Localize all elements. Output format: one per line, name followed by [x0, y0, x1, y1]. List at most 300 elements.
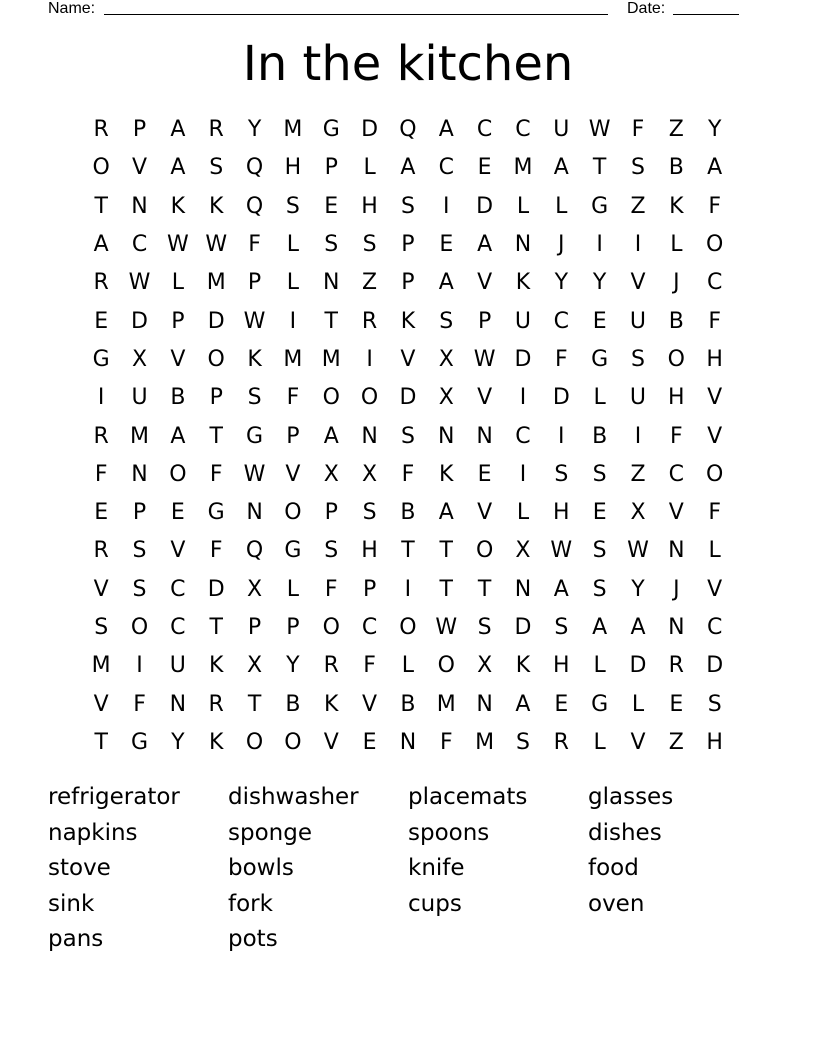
- grid-letter[interactable]: N: [169, 691, 187, 717]
- grid-letter[interactable]: I: [97, 385, 105, 411]
- grid-letter[interactable]: V: [285, 461, 301, 487]
- grid-letter[interactable]: T: [439, 538, 453, 564]
- grid-letter[interactable]: O: [92, 155, 110, 181]
- grid-letter[interactable]: I: [519, 461, 527, 487]
- grid-letter[interactable]: N: [668, 615, 685, 640]
- grid-letter[interactable]: C: [361, 615, 378, 640]
- grid-letter[interactable]: N: [246, 500, 263, 526]
- grid-letter[interactable]: D: [476, 193, 494, 219]
- grid-letter[interactable]: S: [362, 232, 377, 258]
- grid-letter[interactable]: E: [477, 461, 492, 487]
- grid-letter[interactable]: Z: [630, 461, 646, 487]
- grid-letter[interactable]: V: [170, 346, 186, 372]
- grid-letter[interactable]: B: [400, 691, 416, 717]
- grid-letter[interactable]: Y: [554, 270, 569, 296]
- grid-letter[interactable]: F: [363, 653, 376, 679]
- grid-letter[interactable]: O: [399, 615, 417, 640]
- grid-letter[interactable]: B: [400, 500, 416, 526]
- grid-letter[interactable]: D: [207, 308, 225, 334]
- grid-letter[interactable]: R: [93, 423, 109, 449]
- grid-letter[interactable]: T: [209, 615, 223, 640]
- grid-letter[interactable]: G: [92, 346, 110, 372]
- grid-letter[interactable]: W: [243, 461, 266, 487]
- grid-letter[interactable]: V: [477, 385, 493, 411]
- grid-letter[interactable]: S: [631, 155, 645, 181]
- grid-letter[interactable]: D: [361, 117, 379, 143]
- grid-letter[interactable]: X: [362, 461, 378, 487]
- grid-letter[interactable]: V: [668, 500, 684, 526]
- grid-letter[interactable]: X: [247, 653, 263, 679]
- word-search-grid: [82, 111, 734, 762]
- grid-letter[interactable]: S: [324, 232, 339, 258]
- grid-letter[interactable]: V: [400, 346, 416, 372]
- grid-letter[interactable]: G: [591, 691, 609, 717]
- grid-letter[interactable]: U: [553, 117, 570, 143]
- grid-letter[interactable]: W: [205, 232, 228, 258]
- grid-letter[interactable]: B: [285, 691, 301, 717]
- grid-letter[interactable]: K: [208, 193, 224, 219]
- grid-letter[interactable]: L: [670, 232, 683, 258]
- grid-letter[interactable]: D: [514, 346, 532, 372]
- word-item: glasses: [588, 784, 674, 810]
- grid-letter[interactable]: E: [439, 232, 454, 258]
- grid-letter[interactable]: P: [247, 270, 262, 296]
- grid-letter[interactable]: D: [514, 615, 532, 640]
- grid-letter[interactable]: S: [554, 615, 569, 640]
- grid-letter[interactable]: F: [133, 691, 146, 717]
- grid-letter[interactable]: R: [93, 538, 109, 564]
- grid-letter[interactable]: H: [706, 346, 723, 372]
- grid-letter[interactable]: E: [592, 500, 607, 526]
- grid-letter[interactable]: Z: [362, 270, 378, 296]
- grid-letter[interactable]: F: [554, 346, 568, 372]
- grid-letter[interactable]: E: [170, 500, 185, 526]
- grid-letter[interactable]: M: [283, 117, 303, 143]
- grid-letter[interactable]: S: [400, 423, 415, 449]
- grid-letter[interactable]: O: [667, 346, 685, 372]
- grid-letter[interactable]: C: [170, 576, 186, 602]
- word-item: oven: [588, 890, 645, 917]
- grid-letter[interactable]: F: [631, 117, 645, 143]
- grid-letter[interactable]: V: [630, 729, 646, 755]
- grid-letter[interactable]: S: [324, 538, 339, 564]
- grid-letter[interactable]: S: [247, 385, 262, 411]
- grid-letter[interactable]: C: [706, 270, 723, 296]
- grid-letter[interactable]: E: [94, 308, 109, 334]
- grid-letter[interactable]: L: [286, 576, 300, 602]
- grid-letter[interactable]: U: [131, 385, 148, 411]
- grid-letter[interactable]: S: [209, 155, 224, 181]
- grid-letter[interactable]: A: [553, 576, 569, 602]
- grid-letter[interactable]: W: [588, 117, 611, 143]
- grid-letter[interactable]: A: [592, 615, 608, 640]
- grid-letter[interactable]: R: [361, 308, 378, 334]
- grid-letter[interactable]: W: [166, 232, 189, 258]
- grid-letter[interactable]: M: [130, 423, 149, 449]
- grid-letter[interactable]: Q: [245, 193, 264, 219]
- date-blank-line[interactable]: [673, 14, 739, 15]
- grid-letter[interactable]: W: [128, 270, 151, 296]
- grid-letter[interactable]: H: [668, 385, 685, 411]
- grid-letter[interactable]: L: [363, 155, 376, 181]
- grid-letter[interactable]: M: [475, 729, 495, 755]
- grid-letter[interactable]: T: [477, 576, 492, 602]
- grid-letter[interactable]: K: [669, 193, 684, 219]
- grid-letter[interactable]: V: [93, 691, 109, 717]
- grid-letter[interactable]: C: [476, 117, 493, 143]
- grid-letter[interactable]: E: [669, 691, 684, 717]
- grid-letter[interactable]: O: [245, 729, 264, 755]
- grid-letter[interactable]: K: [439, 461, 454, 487]
- grid-letter[interactable]: Q: [399, 117, 417, 143]
- grid-letter[interactable]: A: [707, 155, 723, 181]
- grid-letter[interactable]: V: [477, 270, 493, 296]
- grid-letter[interactable]: A: [438, 500, 454, 526]
- grid-letter[interactable]: P: [362, 576, 377, 602]
- grid-letter[interactable]: V: [93, 576, 109, 602]
- grid-letter[interactable]: P: [401, 232, 415, 258]
- grid-letter[interactable]: Z: [668, 729, 684, 755]
- grid-letter[interactable]: S: [94, 615, 109, 640]
- grid-letter[interactable]: M: [436, 691, 456, 717]
- grid-letter[interactable]: V: [131, 155, 148, 181]
- grid-letter[interactable]: R: [93, 117, 109, 143]
- grid-letter[interactable]: F: [401, 461, 415, 487]
- grid-letter[interactable]: A: [438, 117, 454, 143]
- grid-letter[interactable]: O: [475, 538, 494, 564]
- grid-letter[interactable]: O: [322, 615, 340, 640]
- grid-letter[interactable]: W: [435, 615, 458, 640]
- grid-letter[interactable]: F: [286, 385, 300, 411]
- grid-letter[interactable]: N: [514, 576, 532, 602]
- grid-letter[interactable]: W: [243, 308, 266, 334]
- grid-row: [82, 379, 734, 417]
- grid-letter[interactable]: I: [634, 232, 642, 258]
- grid-letter[interactable]: P: [247, 615, 262, 640]
- grid-letter[interactable]: B: [592, 423, 608, 449]
- grid-letter[interactable]: V: [707, 385, 723, 411]
- grid-letter[interactable]: I: [404, 576, 412, 602]
- grid-letter[interactable]: K: [400, 308, 416, 334]
- grid-letter[interactable]: F: [439, 729, 453, 755]
- grid-letter[interactable]: W: [473, 346, 496, 372]
- grid-letter[interactable]: I: [634, 423, 642, 449]
- grid-letter[interactable]: P: [477, 308, 492, 334]
- grid-letter[interactable]: C: [515, 117, 531, 143]
- grid-letter[interactable]: A: [553, 155, 569, 181]
- grid-letter[interactable]: P: [324, 155, 338, 181]
- grid-letter[interactable]: O: [284, 729, 302, 755]
- grid-letter[interactable]: L: [286, 270, 300, 296]
- grid-letter[interactable]: T: [592, 155, 607, 181]
- grid-letter[interactable]: U: [629, 385, 647, 411]
- grid-letter[interactable]: N: [361, 423, 378, 449]
- grid-letter[interactable]: O: [322, 385, 340, 411]
- grid-letter[interactable]: N: [131, 193, 148, 219]
- grid-letter[interactable]: N: [476, 423, 493, 449]
- grid-letter[interactable]: P: [171, 308, 185, 334]
- name-label: Name:: [48, 0, 96, 17]
- grid-letter[interactable]: F: [209, 538, 223, 564]
- grid-letter[interactable]: C: [131, 232, 148, 258]
- grid-letter[interactable]: C: [668, 461, 685, 487]
- grid-letter[interactable]: E: [477, 155, 492, 181]
- grid-letter[interactable]: O: [169, 461, 187, 487]
- grid-letter[interactable]: L: [516, 193, 530, 219]
- grid-letter[interactable]: C: [170, 615, 186, 640]
- grid-letter[interactable]: S: [362, 500, 377, 526]
- grid-letter[interactable]: O: [360, 385, 379, 411]
- grid-letter[interactable]: T: [94, 193, 108, 219]
- grid-letter[interactable]: D: [399, 385, 417, 411]
- grid-letter[interactable]: H: [553, 653, 570, 679]
- grid-letter[interactable]: Y: [631, 576, 645, 602]
- grid-letter[interactable]: N: [131, 461, 148, 487]
- grid-letter[interactable]: V: [707, 576, 723, 602]
- grid-letter[interactable]: U: [629, 308, 647, 334]
- grid-letter[interactable]: Y: [171, 729, 185, 755]
- grid-letter[interactable]: M: [513, 155, 533, 181]
- grid-letter[interactable]: X: [131, 346, 148, 372]
- grid-letter[interactable]: S: [554, 461, 569, 487]
- grid-letter[interactable]: N: [514, 232, 532, 258]
- grid-letter[interactable]: P: [132, 117, 147, 143]
- grid-letter[interactable]: L: [708, 538, 721, 564]
- grid-letter[interactable]: T: [247, 691, 262, 717]
- grid-letter[interactable]: I: [136, 653, 143, 679]
- grid-letter[interactable]: D: [706, 653, 724, 679]
- grid-letter[interactable]: T: [324, 308, 338, 334]
- grid-letter[interactable]: F: [209, 461, 223, 487]
- grid-letter[interactable]: R: [553, 729, 569, 755]
- grid-letter[interactable]: I: [366, 346, 373, 372]
- grid-letter[interactable]: F: [708, 193, 721, 219]
- grid-letter[interactable]: A: [170, 117, 186, 143]
- grid-letter[interactable]: V: [323, 729, 339, 755]
- grid-row: [82, 724, 734, 762]
- grid-letter[interactable]: K: [515, 653, 531, 679]
- grid-letter[interactable]: M: [283, 346, 303, 372]
- grid-letter[interactable]: F: [248, 232, 261, 258]
- grid-letter[interactable]: O: [130, 615, 149, 640]
- grid-letter[interactable]: E: [592, 308, 607, 334]
- grid-letter[interactable]: W: [627, 538, 649, 564]
- grid-letter[interactable]: W: [550, 538, 573, 564]
- grid-letter[interactable]: K: [208, 729, 224, 755]
- grid-letter[interactable]: N: [476, 691, 493, 717]
- grid-letter[interactable]: X: [515, 538, 531, 564]
- name-blank-line[interactable]: [104, 14, 608, 15]
- grid-letter[interactable]: M: [206, 270, 226, 296]
- grid-letter[interactable]: S: [592, 461, 607, 487]
- grid-letter[interactable]: F: [708, 500, 721, 526]
- grid-letter[interactable]: S: [285, 193, 300, 219]
- grid-letter[interactable]: R: [323, 653, 339, 679]
- grid-letter[interactable]: J: [558, 232, 565, 258]
- grid-letter[interactable]: P: [401, 270, 415, 296]
- grid-letter[interactable]: X: [323, 461, 339, 487]
- grid-letter[interactable]: S: [515, 729, 530, 755]
- grid-letter[interactable]: V: [477, 500, 493, 526]
- grid-letter[interactable]: P: [286, 615, 300, 640]
- grid-letter[interactable]: S: [707, 691, 722, 717]
- grid-letter[interactable]: Y: [247, 117, 262, 143]
- grid-letter[interactable]: C: [515, 423, 531, 449]
- grid-letter[interactable]: D: [131, 308, 148, 334]
- grid-letter[interactable]: F: [708, 308, 721, 334]
- grid-letter[interactable]: E: [324, 193, 339, 219]
- grid-letter[interactable]: H: [361, 193, 378, 219]
- grid-letter[interactable]: A: [477, 232, 493, 258]
- grid-letter[interactable]: Z: [668, 117, 684, 143]
- grid-letter[interactable]: S: [631, 346, 645, 372]
- grid-letter[interactable]: A: [170, 155, 186, 181]
- grid-letter[interactable]: J: [673, 576, 680, 602]
- grid-letter[interactable]: E: [362, 729, 377, 755]
- grid-letter[interactable]: D: [629, 653, 647, 679]
- grid-letter[interactable]: S: [439, 308, 454, 334]
- grid-letter[interactable]: L: [171, 270, 184, 296]
- grid-letter[interactable]: R: [668, 653, 684, 679]
- grid-letter[interactable]: K: [324, 691, 339, 717]
- grid-letter[interactable]: B: [668, 308, 684, 334]
- grid-letter[interactable]: V: [362, 691, 378, 717]
- grid-letter[interactable]: Y: [707, 117, 722, 143]
- grid-letter[interactable]: S: [132, 576, 147, 602]
- grid-letter[interactable]: L: [555, 193, 568, 219]
- grid-letter[interactable]: Z: [630, 193, 646, 219]
- grid-letter[interactable]: P: [132, 500, 147, 526]
- grid-letter[interactable]: S: [132, 538, 147, 564]
- grid-letter[interactable]: X: [630, 500, 646, 526]
- grid-letter[interactable]: M: [91, 653, 111, 679]
- grid-letter[interactable]: I: [289, 308, 297, 334]
- grid-letter[interactable]: T: [209, 423, 223, 449]
- grid-letter[interactable]: U: [169, 653, 186, 679]
- grid-letter[interactable]: C: [553, 308, 569, 334]
- grid-letter[interactable]: Q: [245, 538, 264, 564]
- grid-letter[interactable]: D: [552, 385, 570, 411]
- grid-letter[interactable]: O: [207, 346, 225, 372]
- grid-letter[interactable]: A: [170, 423, 186, 449]
- grid-letter[interactable]: V: [170, 538, 186, 564]
- grid-letter[interactable]: N: [399, 729, 417, 755]
- word-item: pans: [48, 926, 104, 953]
- grid-letter[interactable]: C: [706, 615, 723, 640]
- grid-letter[interactable]: F: [324, 576, 338, 602]
- grid-letter[interactable]: R: [208, 691, 224, 717]
- grid-letter[interactable]: S: [400, 193, 415, 219]
- grid-letter[interactable]: V: [707, 423, 723, 449]
- grid-letter[interactable]: A: [630, 615, 646, 640]
- grid-letter[interactable]: G: [322, 117, 340, 143]
- grid-letter[interactable]: Y: [286, 653, 300, 679]
- grid-letter[interactable]: A: [323, 423, 339, 449]
- grid-row: [82, 111, 734, 149]
- grid-letter[interactable]: L: [593, 729, 606, 755]
- grid-letter[interactable]: B: [668, 155, 684, 181]
- grid-letter[interactable]: N: [438, 423, 455, 449]
- grid-letter[interactable]: S: [592, 538, 607, 564]
- grid-letter[interactable]: T: [439, 576, 453, 602]
- grid-letter[interactable]: X: [438, 346, 454, 372]
- grid-letter[interactable]: B: [170, 385, 186, 411]
- word-item: knife: [408, 855, 465, 882]
- grid-letter[interactable]: V: [630, 270, 646, 296]
- grid-letter[interactable]: G: [284, 538, 302, 564]
- grid-letter[interactable]: X: [247, 576, 263, 602]
- grid-letter[interactable]: G: [591, 346, 609, 372]
- grid-letter[interactable]: G: [591, 193, 609, 219]
- grid-letter[interactable]: E: [94, 500, 109, 526]
- grid-letter[interactable]: G: [246, 423, 264, 449]
- grid-letter[interactable]: S: [477, 615, 492, 640]
- grid-letter[interactable]: F: [94, 461, 108, 487]
- grid-letter[interactable]: H: [553, 500, 570, 526]
- grid-letter[interactable]: R: [208, 117, 224, 143]
- grid-letter[interactable]: O: [706, 232, 724, 258]
- grid-letter[interactable]: Y: [592, 270, 607, 296]
- grid-letter[interactable]: G: [130, 729, 149, 755]
- grid-letter[interactable]: L: [593, 653, 606, 679]
- grid-letter[interactable]: T: [401, 538, 415, 564]
- grid-letter[interactable]: O: [706, 461, 724, 487]
- grid-letter[interactable]: F: [670, 423, 683, 449]
- grid-letter[interactable]: E: [554, 691, 569, 717]
- grid-letter[interactable]: A: [93, 232, 109, 258]
- grid-letter[interactable]: X: [477, 653, 493, 679]
- grid-letter[interactable]: A: [438, 270, 454, 296]
- grid-letter[interactable]: X: [438, 385, 454, 411]
- grid-letter[interactable]: T: [94, 729, 108, 755]
- grid-letter[interactable]: C: [438, 155, 454, 181]
- grid-letter[interactable]: I: [519, 385, 527, 411]
- grid-letter[interactable]: J: [673, 270, 680, 296]
- grid-letter[interactable]: A: [515, 691, 531, 717]
- grid-letter[interactable]: O: [437, 653, 455, 679]
- grid-letter[interactable]: H: [361, 538, 378, 564]
- grid-letter[interactable]: P: [324, 500, 338, 526]
- grid-letter[interactable]: L: [516, 500, 530, 526]
- grid-letter[interactable]: K: [170, 193, 186, 219]
- grid-letter[interactable]: O: [284, 500, 302, 526]
- grid-letter[interactable]: L: [593, 385, 606, 411]
- grid-letter[interactable]: I: [596, 232, 603, 258]
- grid-letter[interactable]: D: [207, 576, 225, 602]
- grid-letter[interactable]: R: [93, 270, 109, 296]
- grid-letter[interactable]: I: [558, 423, 565, 449]
- grid-letter[interactable]: K: [208, 653, 224, 679]
- grid-letter[interactable]: L: [631, 691, 645, 717]
- grid-letter[interactable]: P: [209, 385, 223, 411]
- grid-letter[interactable]: L: [286, 232, 300, 258]
- grid-letter[interactable]: S: [592, 576, 607, 602]
- grid-letter[interactable]: K: [247, 346, 262, 372]
- grid-letter[interactable]: M: [321, 346, 341, 372]
- grid-letter[interactable]: N: [323, 270, 340, 296]
- grid-letter[interactable]: N: [668, 538, 685, 564]
- grid-letter[interactable]: H: [706, 729, 723, 755]
- grid-letter[interactable]: K: [515, 270, 531, 296]
- grid-letter[interactable]: L: [401, 653, 415, 679]
- grid-letter[interactable]: G: [207, 500, 225, 526]
- grid-letter[interactable]: Q: [245, 155, 264, 181]
- grid-letter[interactable]: I: [443, 193, 450, 219]
- grid-letter[interactable]: H: [284, 155, 302, 181]
- grid-letter[interactable]: A: [400, 155, 416, 181]
- grid-letter[interactable]: P: [286, 423, 300, 449]
- grid-letter[interactable]: U: [514, 308, 531, 334]
